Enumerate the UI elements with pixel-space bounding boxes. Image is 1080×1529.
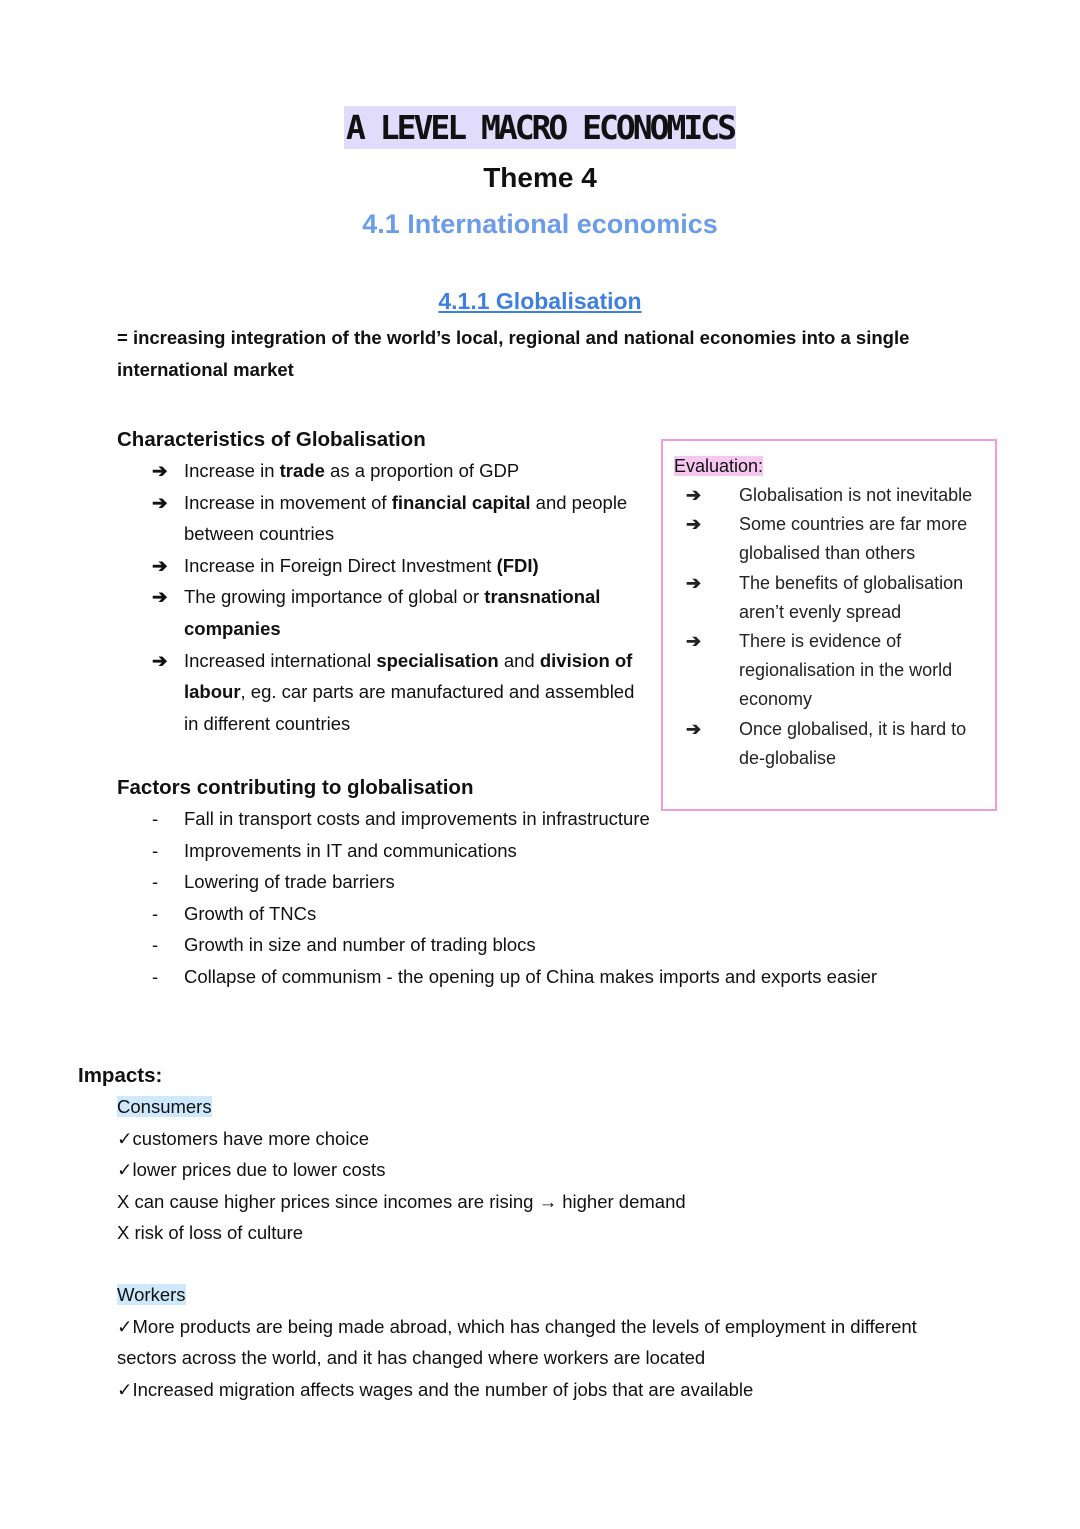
impact-point: ✓Increased migration affects wages and the number of jobs that are available — [117, 1378, 754, 1400]
characteristic-item — [152, 487, 647, 550]
text-segment: as a proportion of GDP — [324, 460, 520, 481]
factor-item — [152, 898, 1017, 930]
factor-text: Lowering of trade barriers — [184, 871, 395, 893]
factor-text: Growth in size and number of trading blocs — [184, 934, 536, 956]
evaluation-text: Globalisation is not inevitable — [739, 485, 973, 505]
evaluation-text: There is evidence of regionalisation in the world economy — [739, 631, 953, 710]
arrow-right-icon: ➔ — [152, 586, 168, 608]
subsection-text[interactable]: 4.1.1 Globalisation — [438, 288, 642, 314]
factor-item — [152, 866, 1017, 898]
characteristic-item — [152, 455, 647, 487]
factors-section — [117, 772, 1017, 993]
factor-text: Collapse of communism - the opening up of China makes imports and exports easier — [184, 965, 878, 987]
characteristics-list — [152, 455, 647, 739]
document-title — [0, 108, 1080, 147]
text-segment: Increased international — [184, 649, 377, 671]
evaluation-text: The benefits of globalisation aren’t evenly spread — [739, 572, 964, 622]
arrow-right-icon: ➔ — [686, 572, 702, 593]
text-segment: The growing importance of global or — [184, 586, 485, 608]
dash-bullet-icon: - — [152, 965, 159, 987]
consumers-block — [117, 1091, 978, 1405]
characteristics-section — [117, 424, 647, 739]
evaluation-box — [661, 439, 997, 811]
arrow-right-icon: ➔ — [152, 460, 168, 481]
factor-item — [152, 929, 1017, 961]
impacts-section — [78, 1060, 978, 1405]
factor-item — [152, 835, 1017, 867]
factors-list — [152, 803, 1017, 993]
text-segment: Increase in — [184, 460, 280, 481]
text-segment: and — [498, 649, 540, 671]
arrow-right-icon: ➔ — [152, 491, 168, 513]
impact-point: X risk of loss of culture — [117, 1222, 304, 1244]
factors-heading: Factors contributing to globalisation — [117, 776, 474, 799]
evaluation-item — [674, 510, 985, 568]
characteristic-item — [152, 645, 647, 740]
impact-point: ✓customers have more choice — [117, 1127, 369, 1149]
dash-bullet-icon: - — [152, 871, 159, 893]
evaluation-item — [674, 627, 985, 715]
characteristics-heading: Characteristics of Globalisation — [117, 428, 426, 451]
evaluation-text: Some countries are far more globalised than others — [739, 514, 968, 564]
bold-term: transnational companies — [184, 586, 601, 639]
impact-point: X can cause higher prices since incomes are rising → higher demand — [117, 1190, 686, 1212]
bold-term: financial capital — [391, 491, 531, 513]
consumers-label: Consumers — [117, 1096, 212, 1117]
text-segment: , eg. car parts are manufactured and assembled in different countries — [184, 681, 635, 734]
arrow-right-icon: ➔ — [686, 631, 702, 652]
arrow-right-icon: ➔ — [686, 485, 702, 505]
arrow-right-icon: ➔ — [152, 649, 168, 671]
text-segment: Increase in Foreign Direct Investment — [184, 554, 497, 576]
impact-point: ✓More products are being made abroad, which has changed the levels of employment in different sectors across the world, and it has changed where workers are located — [117, 1315, 917, 1369]
impacts-heading: Impacts: — [78, 1064, 163, 1087]
factor-item — [152, 803, 1017, 835]
arrow-right-icon: ➔ — [152, 554, 168, 576]
evaluation-list — [674, 481, 985, 773]
characteristic-item — [152, 550, 647, 582]
factor-text: Growth of TNCs — [184, 902, 317, 924]
factor-text: Improvements in IT and communications — [184, 839, 517, 861]
subsection-link[interactable] — [0, 288, 1080, 315]
dash-bullet-icon: - — [152, 808, 159, 829]
dash-bullet-icon: - — [152, 839, 159, 861]
evaluation-item — [674, 569, 985, 627]
dash-bullet-icon: - — [152, 934, 159, 956]
arrow-right-icon: ➔ — [686, 718, 702, 739]
bold-term: trade — [279, 460, 325, 481]
text-segment: Increase in movement of — [184, 491, 392, 513]
impact-point: ✓lower prices due to lower costs — [117, 1159, 386, 1181]
arrow-right-icon: ➔ — [686, 514, 702, 535]
evaluation-item — [674, 715, 985, 773]
characteristic-item — [152, 581, 647, 644]
dash-bullet-icon: - — [152, 902, 159, 924]
evaluation-text: Once globalised, it is hard to de-globalise — [739, 718, 967, 768]
workers-label: Workers — [117, 1283, 186, 1305]
section-heading: 4.1 International economics — [362, 209, 718, 239]
evaluation-label: Evaluation: — [674, 456, 764, 476]
text-segment: and people between countries — [184, 491, 628, 545]
bold-term: division of labour — [184, 649, 633, 703]
evaluation-item — [674, 481, 985, 510]
bold-term: (FDI) — [496, 554, 539, 576]
factor-item — [152, 961, 1017, 993]
bold-term: specialisation — [376, 649, 499, 671]
factor-text: Fall in transport costs and improvements in infrastructure — [184, 808, 650, 829]
definition: = increasing integration of the world’s local, regional and national economies into a single international market — [117, 327, 910, 380]
title-text: A LEVEL MACRO ECONOMICS — [346, 108, 734, 147]
theme-heading: Theme 4 — [483, 162, 597, 193]
